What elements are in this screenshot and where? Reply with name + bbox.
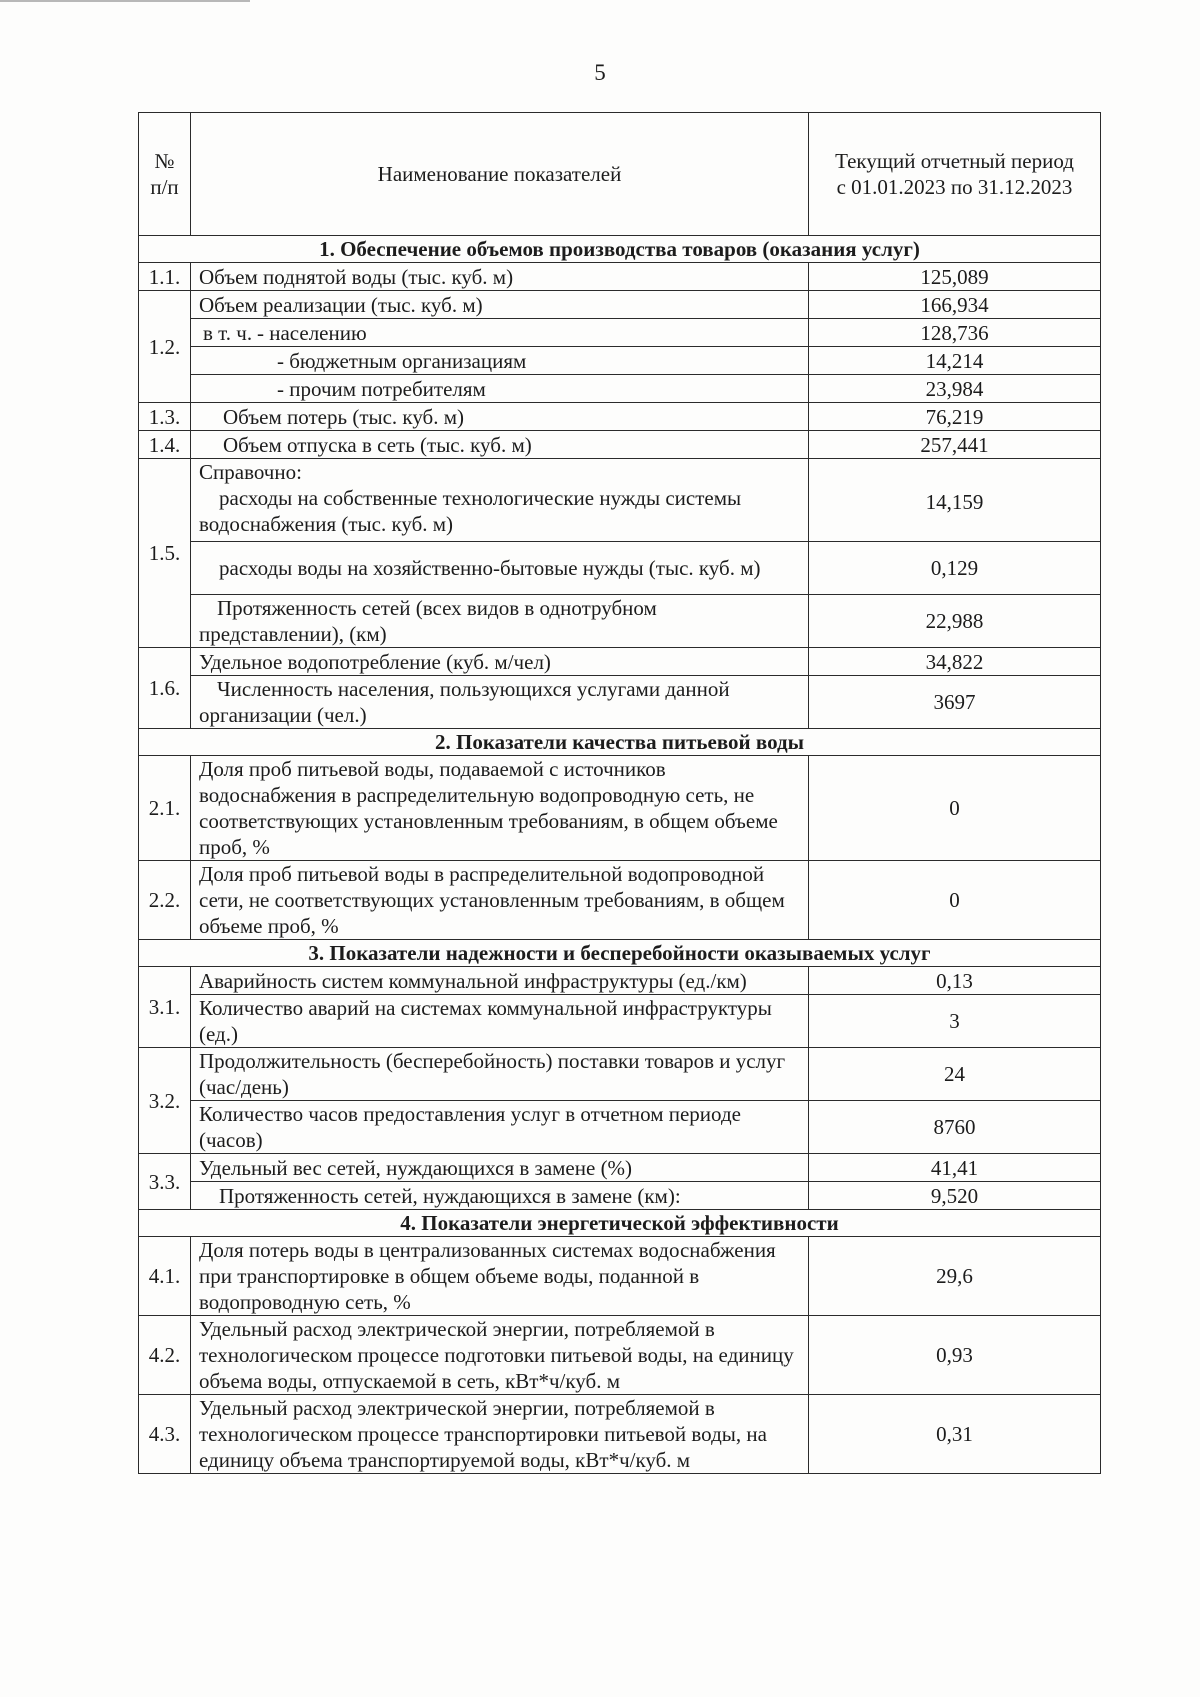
row-value: 257,441 <box>809 431 1101 459</box>
row-name: Объем реализации (тыс. куб. м) <box>191 291 809 319</box>
row-subitem-label: - прочим потребителям <box>277 376 486 401</box>
section-title: 4. Показатели энергетической эффективности <box>139 1210 1101 1237</box>
header-name: Наименование показателей <box>191 113 809 236</box>
row-name: Аварийность систем коммунальной инфраструктуры (ед./км) <box>191 967 809 995</box>
section-header-4 <box>139 1210 1101 1237</box>
row-name-subitem <box>191 347 809 375</box>
row-value: 22,988 <box>809 595 1101 648</box>
scan-edge-line <box>0 0 250 2</box>
row-name: Удельный расход электрической энергии, потребляемой в технологическом процессе подготовки питьевой воды, на единицу объема воды, отпускаемой в сеть, кВт*ч/куб. м <box>191 1316 809 1395</box>
row-value: 3697 <box>809 676 1101 729</box>
reference-label: Справочно: <box>199 460 302 484</box>
indicators-table <box>138 112 1101 1474</box>
row-value: 0 <box>809 861 1101 940</box>
row-value: 8760 <box>809 1101 1101 1154</box>
row-name: Численность населения, пользующихся услугами данной организации (чел.) <box>191 676 809 729</box>
section-header-1 <box>139 236 1101 263</box>
table-row <box>139 542 1101 595</box>
row-name: Удельное водопотребление (куб. м/чел) <box>191 648 809 676</box>
header-num: № п/п <box>139 113 191 236</box>
row-name-subitem <box>191 319 809 347</box>
row-value: 0 <box>809 756 1101 861</box>
row-name: Количество часов предоставления услуг в отчетном периоде (часов) <box>191 1101 809 1154</box>
row-subitem-label: - бюджетным организациям <box>277 348 527 373</box>
section-header-3 <box>139 940 1101 967</box>
table-row <box>139 1395 1101 1474</box>
row-name: Доля потерь воды в централизованных системах водоснабжения при транспортировке в общем объеме воды, поданной в водопроводную сеть, % <box>191 1237 809 1316</box>
row-value: 29,6 <box>809 1237 1101 1316</box>
table-row <box>139 375 1101 403</box>
row-name: Продолжительность (бесперебойность) поставки товаров и услуг (час/день) <box>191 1048 809 1101</box>
table-row <box>139 1316 1101 1395</box>
row-value: 9,520 <box>809 1182 1101 1210</box>
row-number: 3.2. <box>139 1048 191 1154</box>
row-value: 0,93 <box>809 1316 1101 1395</box>
row-number: 4.1. <box>139 1237 191 1316</box>
row-number: 2.2. <box>139 861 191 940</box>
table-row <box>139 756 1101 861</box>
row-name: Объем потерь (тыс. куб. м) <box>191 403 809 431</box>
row-number: 1.2. <box>139 291 191 403</box>
row-number: 3.3. <box>139 1154 191 1210</box>
table-row <box>139 1154 1101 1182</box>
row-value: 166,934 <box>809 291 1101 319</box>
table-row <box>139 347 1101 375</box>
row-name: Протяженность сетей, нуждающихся в замене (км): <box>191 1182 809 1210</box>
table-row <box>139 1237 1101 1316</box>
table-header-row <box>139 113 1101 236</box>
row-number: 1.3. <box>139 403 191 431</box>
section-title: 3. Показатели надежности и бесперебойности оказываемых услуг <box>139 940 1101 967</box>
row-name: Объем отпуска в сеть (тыс. куб. м) <box>191 431 809 459</box>
row-number: 3.1. <box>139 967 191 1048</box>
row-value: 14,159 <box>809 459 1101 542</box>
row-name <box>191 459 809 542</box>
row-number: 1.6. <box>139 648 191 729</box>
row-subitem-label: - населению <box>257 320 367 345</box>
row-name: Объем поднятой воды (тыс. куб. м) <box>191 263 809 291</box>
row-value: 76,219 <box>809 403 1101 431</box>
row-name: расходы воды на хозяйственно-бытовые нужды (тыс. куб. м) <box>191 542 809 595</box>
row-number: 1.4. <box>139 431 191 459</box>
table-row <box>139 995 1101 1048</box>
row-number: 1.1. <box>139 263 191 291</box>
table-row <box>139 403 1101 431</box>
row-number: 4.2. <box>139 1316 191 1395</box>
table-row <box>139 967 1101 995</box>
row-value: 125,089 <box>809 263 1101 291</box>
table-row <box>139 595 1101 648</box>
table-row <box>139 676 1101 729</box>
table-row <box>139 1048 1101 1101</box>
table-row <box>139 431 1101 459</box>
header-period: Текущий отчетный период с 01.01.2023 по 31.12.2023 <box>809 113 1101 236</box>
row-value: 24 <box>809 1048 1101 1101</box>
row-value: 23,984 <box>809 375 1101 403</box>
row-name-text: расходы на собственные технологические нужды системы водоснабжения (тыс. куб. м) <box>199 486 742 536</box>
row-name: Доля проб питьевой воды, подаваемой с источников водоснабжения в распределительную водопроводную сеть, не соответствующих установленным требованиям, в общем объеме проб, % <box>191 756 809 861</box>
row-value: 34,822 <box>809 648 1101 676</box>
table-row <box>139 861 1101 940</box>
table-row <box>139 1182 1101 1210</box>
row-name-subitem <box>191 375 809 403</box>
page-number: 5 <box>594 60 606 85</box>
row-value: 0,13 <box>809 967 1101 995</box>
table-row <box>139 1101 1101 1154</box>
section-title: 2. Показатели качества питьевой воды <box>139 729 1101 756</box>
section-title: 1. Обеспечение объемов производства товаров (оказания услуг) <box>139 236 1101 263</box>
table-row <box>139 291 1101 319</box>
row-value: 3 <box>809 995 1101 1048</box>
row-value: 0,31 <box>809 1395 1101 1474</box>
row-value: 14,214 <box>809 347 1101 375</box>
row-name: Количество аварий на системах коммунальной инфраструктуры (ед.) <box>191 995 809 1048</box>
row-name: Удельный вес сетей, нуждающихся в замене (%) <box>191 1154 809 1182</box>
row-number: 4.3. <box>139 1395 191 1474</box>
row-value: 128,736 <box>809 319 1101 347</box>
table-row <box>139 263 1101 291</box>
row-value: 0,129 <box>809 542 1101 595</box>
row-name: Удельный расход электрической энергии, потребляемой в технологическом процессе транспортировки питьевой воды, на единицу объема транспортируемой воды, кВт*ч/куб. м <box>191 1395 809 1474</box>
row-value: 41,41 <box>809 1154 1101 1182</box>
row-name: Протяженность сетей (всех видов в однотрубном представлении), (км) <box>191 595 809 648</box>
table-row <box>139 648 1101 676</box>
row-number: 1.5. <box>139 459 191 648</box>
table-row <box>139 459 1101 542</box>
row-number: 2.1. <box>139 756 191 861</box>
row-name: Доля проб питьевой воды в распределительной водопроводной сети, не соответствующих установленным требованиям, в общем объеме проб, % <box>191 861 809 940</box>
table-row <box>139 319 1101 347</box>
row-prefix: в т. ч. <box>203 320 253 345</box>
section-header-2 <box>139 729 1101 756</box>
